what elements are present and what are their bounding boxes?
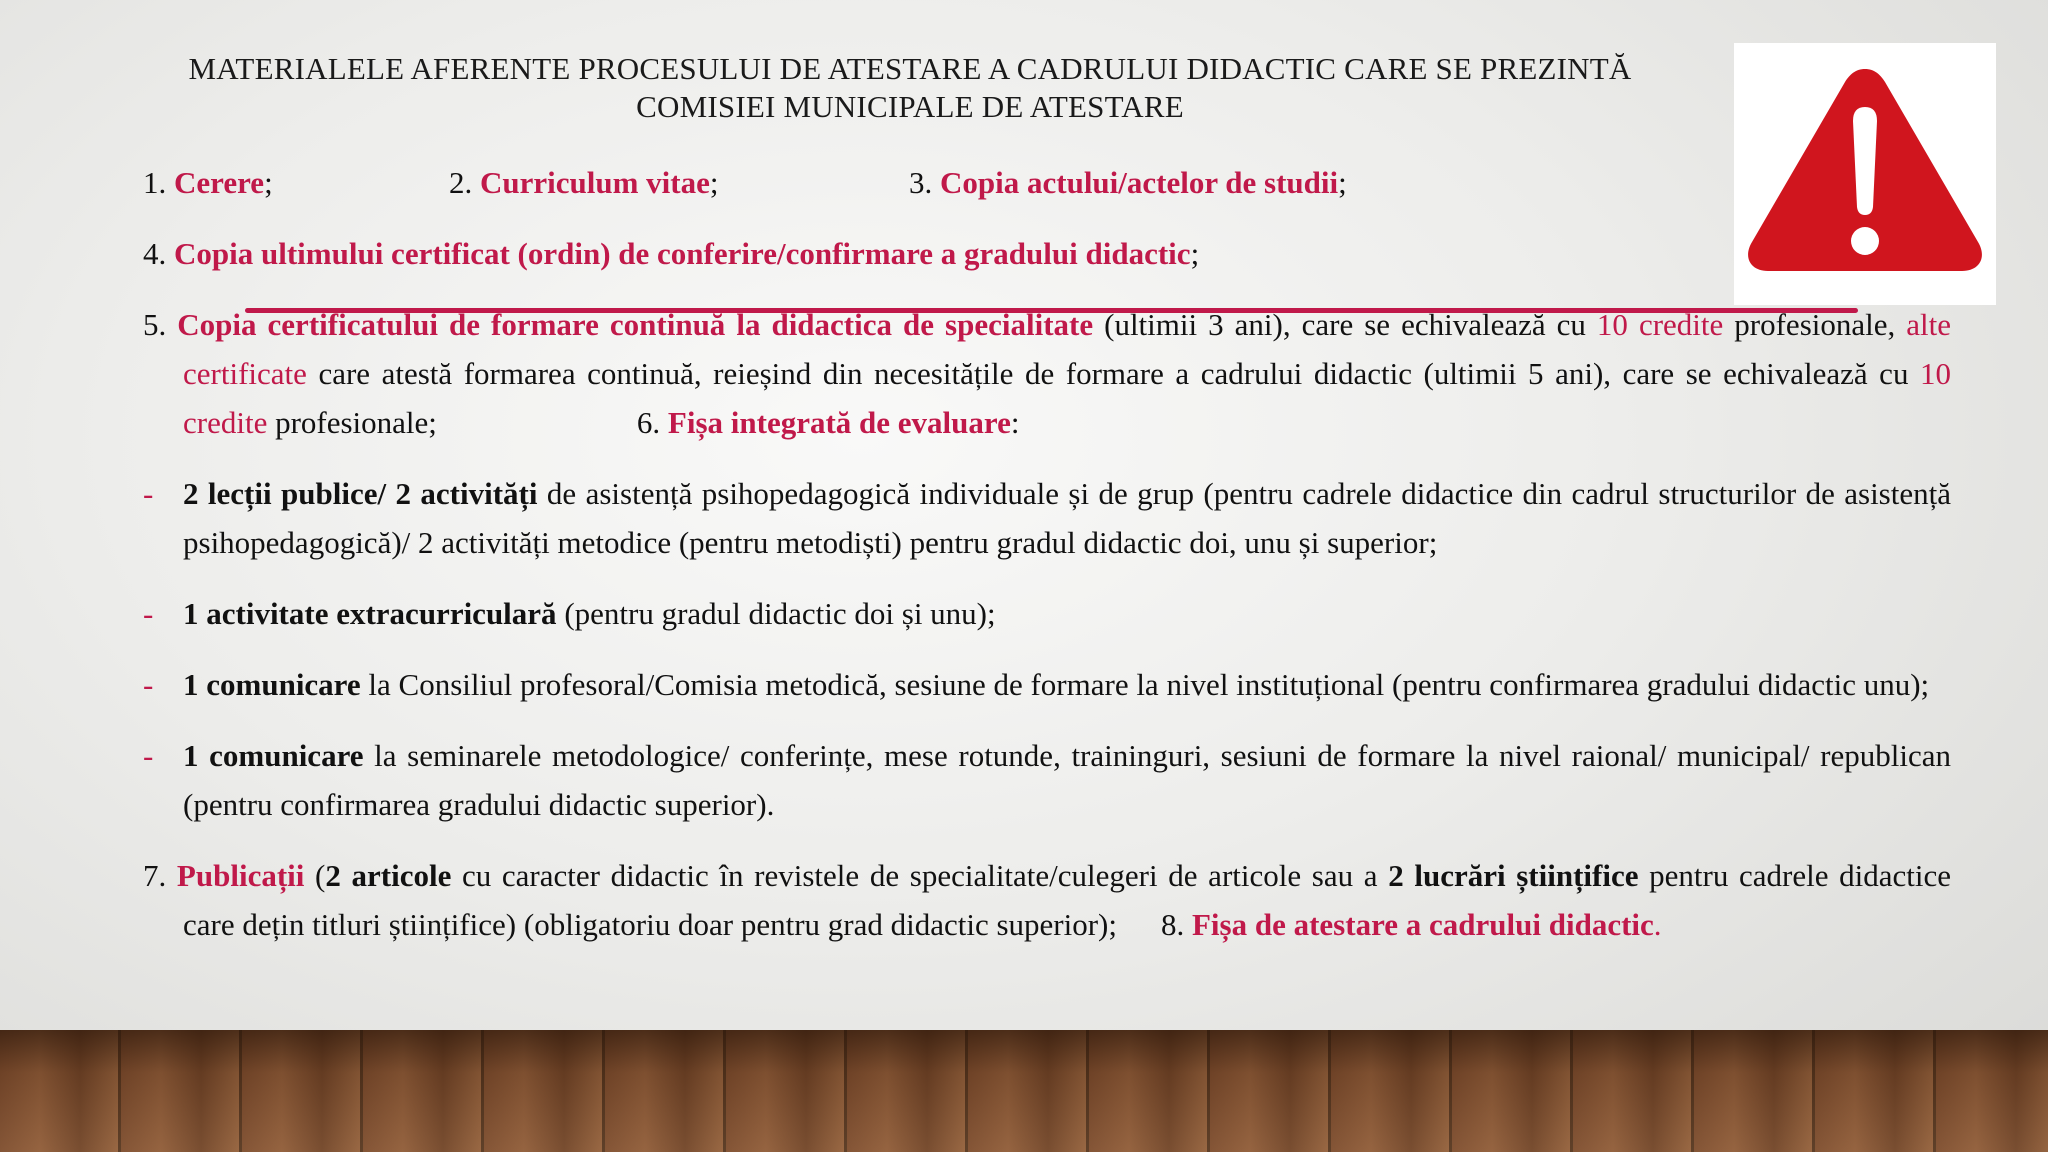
title-line-2: COMISIEI MUNICIPALE DE ATESTARE [636,89,1184,124]
item-7: 7. Publicații (2 articole cu caracter didactic în revistele de specialitate/culegeri de articole sau a 2 lucrări științifice pentru cadrele didactice care dețin titluri științifice) (obligatoriu doar pentru grad didactic superior); 8. Fișa de atestare a cadrului didactic. [143,858,1952,942]
list-row-1-3 [143,158,1951,207]
item-1: 1. Cerere; [143,165,273,200]
list-item: - 1 activitate extracurriculară (pentru gradul didactic doi și unu); [143,596,996,631]
wood-floor [0,1030,2048,1152]
list-item: - 2 lecții publice/ 2 activități de asistență psihopedagogică individuale și de grup (pentru cadrele didactice din cadrul structurilor de asistență psihopedagogică)/ 2 activități metodice (pentru metodiști) pentru gradul didactic doi, unu și superior; [143,476,1951,560]
item-5: 5. Copia certificatului de formare continuă la didactica de specialitate (ultimii 3 ani), care se echivalează cu 10 credite profesionale, alte certificate care atestă formarea continuă, reieșind din necesitățile de formare a cadrului didactic (ultimii 5 ani), care se echivalează cu 10 credite profesionale; 6. Fișa integrată de evaluare: [143,307,1952,440]
list-item: - 1 comunicare la Consiliul profesoral/Comisia metodică, sesiune de formare la nivel instituțional (pentru confirmarea gradului didactic unu); [143,667,1930,702]
requirements-list [143,158,1951,949]
item-8: 8. Fișa de atestare a cadrului didactic. [1160,907,1662,942]
item-6: 6. Fișa integrată de evaluare: [636,405,1020,440]
title-line-1: MATERIALELE AFERENTE PROCESULUI DE ATESTARE A CADRULUI DIDACTIC CARE SE PREZINTĂ [188,51,1632,86]
slide-title [110,50,1710,126]
list-item: - 1 comunicare la seminarele metodologice/ conferințe, mese rotunde, traininguri, sesiuni de formare la nivel raional/ municipal/ republican (pentru confirmarea gradului didactic superior). [143,738,1951,822]
item-3: 3. Copia actului/actelor de studii; [909,165,1347,200]
item-2: 2. Curriculum vitae; [449,165,719,200]
item-4: 4. Copia ultimului certificat (ordin) de conferire/confirmare a gradului didactic; [143,236,1200,271]
